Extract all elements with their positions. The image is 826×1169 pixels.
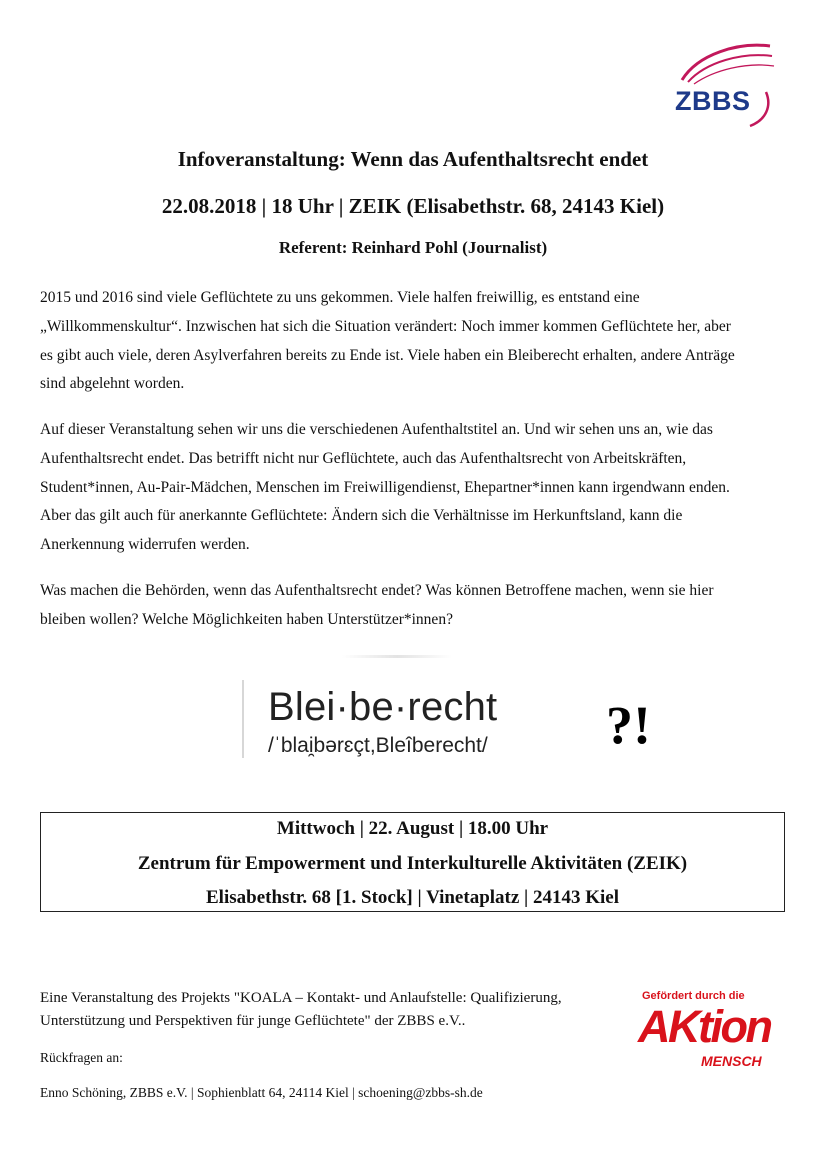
- intro-paragraph: [40, 284, 790, 399]
- event-address: Elisabethstr. 68 [1. Stock] | Vinetaplatz | 24143 Kiel: [206, 887, 619, 908]
- dictionary-word: Blei·be·recht: [268, 685, 498, 729]
- paragraph-line: Aufenthaltsrecht endet. Das betrifft nicht nur Geflüchtete, auch das Aufenthaltsrecht von Arbeitskräften,: [40, 449, 687, 467]
- page-title: Infoveranstaltung: Wenn das Aufenthaltsrecht endet: [177, 147, 649, 171]
- questions-paragraph: [40, 577, 790, 635]
- event-date-line: 22.08.2018 | 18 Uhr | ZEIK (Elisabethstr. 68, 24143 Kiel): [161, 194, 665, 218]
- exclamation-mark: ?!: [606, 695, 651, 755]
- sponsor-tagline: Gefördert durch die: [642, 990, 745, 1002]
- sponsor-name: AKtion: [638, 1001, 771, 1052]
- event-info-box: [40, 812, 785, 912]
- contact-label: Rückfragen an:: [40, 1050, 123, 1065]
- paragraph-line: 2015 und 2016 sind viele Geflüchtete zu uns gekommen. Viele halfen freiwillig, es entstand eine: [40, 289, 640, 306]
- divider: [242, 680, 244, 758]
- zbbs-logo: [668, 40, 778, 130]
- event-day-time: Mittwoch | 22. August | 18.00 Uhr: [276, 818, 549, 839]
- paragraph-line: es gibt auch viele, deren Asylverfahren bereits zu Ende ist. Viele haben ein Bleiberecht erhalten, andere Anträge: [40, 346, 735, 364]
- topic-paragraph: [40, 416, 790, 560]
- paragraph-line: bleiben wollen? Welche Möglichkeiten haben Unterstützer*innen?: [40, 610, 453, 628]
- footer-line: Unterstützung und Perspektiven für junge Geflüchtete" der ZBBS e.V..: [40, 1013, 466, 1029]
- paragraph-line: Anerkennung widerrufen werden.: [40, 536, 250, 554]
- dictionary-entry-image: [242, 655, 542, 767]
- paragraph-line: „Willkommenskultur“. Inzwischen hat sich die Situation verändert: Noch immer kommen Geflüchtete her, aber: [40, 317, 731, 335]
- paragraph-line: Auf dieser Veranstaltung sehen wir uns die verschiedenen Aufenthaltstitel an. Und wir sehen uns an, wie das: [40, 421, 713, 438]
- dictionary-pronunciation: /ˈblai̯bərɛçt,Bleîberecht/: [268, 734, 488, 757]
- speaker-line: Referent: Reinhard Pohl (Journalist): [278, 238, 548, 257]
- sponsor-sub: MENSCH: [701, 1053, 762, 1069]
- aktion-mensch-logo: [628, 985, 786, 1077]
- paragraph-line: sind abgelehnt worden.: [40, 375, 185, 393]
- paragraph-line: Aber das gilt auch für anerkannte Geflüchtete: Ändern sich die Verhältnisse im Herkunftsland, kann die: [40, 507, 683, 525]
- contact-info: Enno Schöning, ZBBS e.V. | Sophienblatt 64, 24114 Kiel | schoening@zbbs-sh.de: [40, 1085, 483, 1100]
- footer-line: Eine Veranstaltung des Projekts "KOALA – Kontakt- und Anlaufstelle: Qualifizierung,: [40, 990, 562, 1006]
- paragraph-line: Was machen die Behörden, wenn das Aufenthaltsrecht endet? Was können Betroffene machen, wenn sie hier: [40, 582, 714, 599]
- project-info: [40, 987, 640, 1033]
- divider: [342, 655, 452, 658]
- event-venue: Zentrum für Empowerment und Interkulturelle Aktivitäten (ZEIK): [137, 853, 688, 874]
- paragraph-line: Student*innen, Au-Pair-Mädchen, Menschen im Freiwilligendienst, Ehepartner*innen kann irgendwann enden.: [40, 478, 730, 496]
- zbbs-logo-text: ZBBS: [675, 86, 751, 116]
